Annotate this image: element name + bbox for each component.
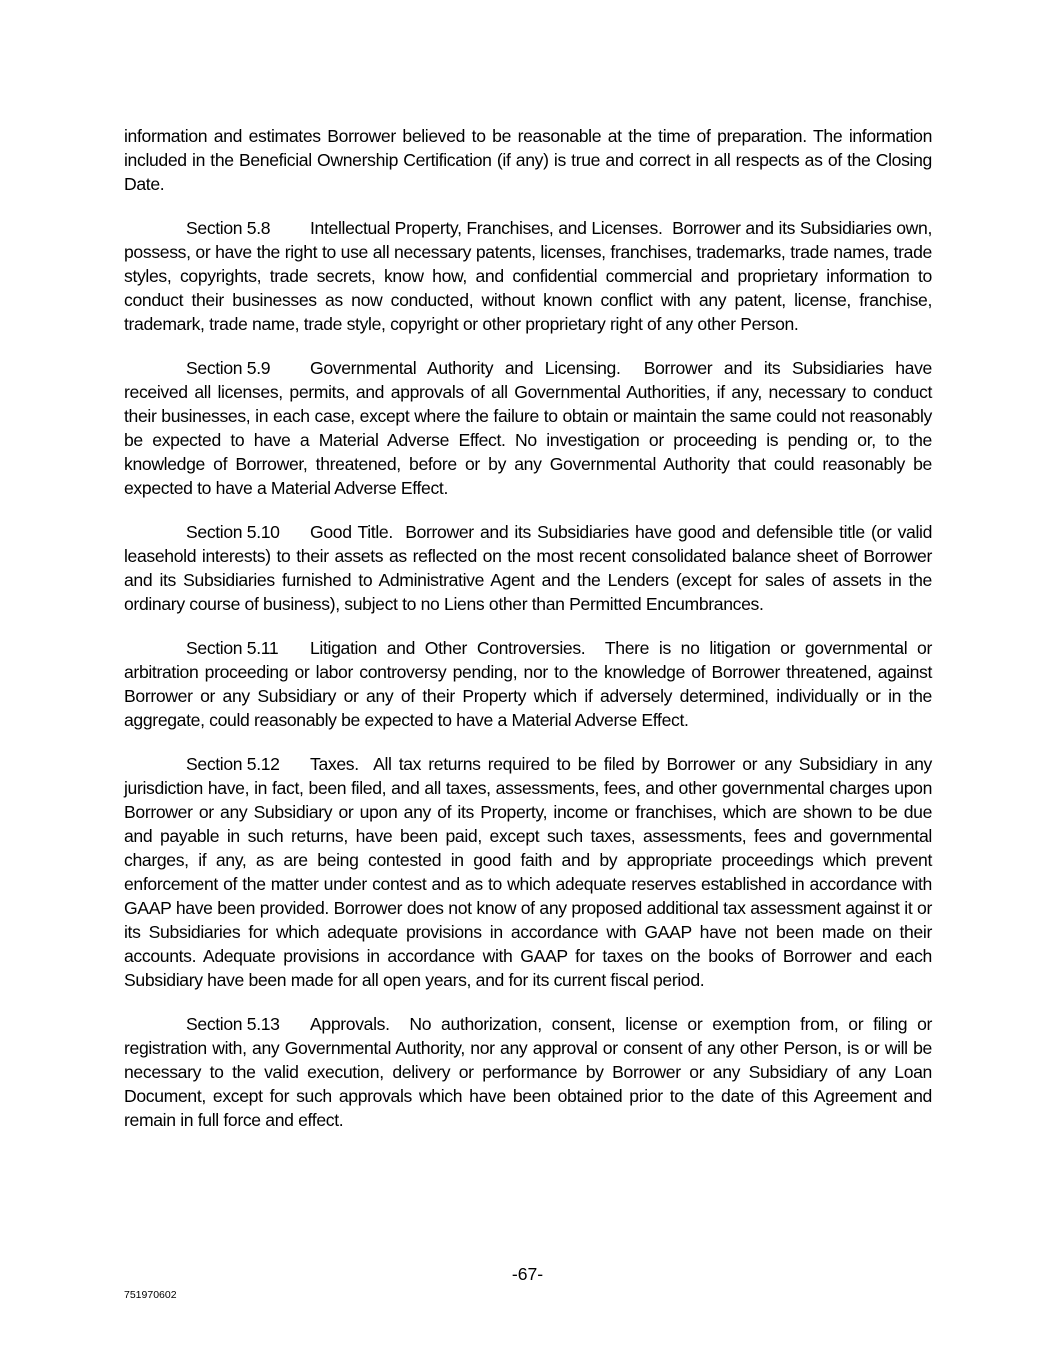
section-5-12 (124, 752, 932, 992)
section-5-9 (124, 356, 932, 500)
section-body: All tax returns required to be filed by Borrower or any Subsidiary in any jurisdiction have, in fact, been filed, and all taxes, assessments, fees, and other governmental charges upon Borrower or any Subsidiary or upon any of its Property, income or franchises, which are shown to be due and payable in such returns, have been paid, except such taxes, assessments, fees and governmental charges, if any, as are being contested in good faith and by appropriate proceedings which prevent enforcement of the matter under contest and as to which adequate reserves established in accordance with GAAP have been provided. Borrower does not know of any proposed additional tax assessment against it or its Subsidiaries for which adequate provisions in accordance with GAAP have not been made on their accounts. Adequate provisions in accordance with GAAP for taxes on the books of Borrower and each Subsidiary have been made for all open years, and for its current fiscal period. (124, 754, 933, 990)
section-5-11 (124, 636, 932, 732)
page-number: -67- (511, 1264, 544, 1284)
intro-paragraph: information and estimates Borrower believed to be reasonable at the time of preparation. The information included in the Beneficial Ownership Certification (if any) is true and correct in all respects as of the Closing Date. (124, 126, 932, 194)
section-5-10 (124, 520, 932, 616)
section-title: Approvals. (310, 1014, 390, 1034)
section-5-13 (124, 1012, 932, 1132)
section-title: Litigation and Other Controversies. (310, 638, 586, 658)
section-title: Intellectual Property, Franchises, and Licenses. (310, 218, 663, 238)
section-body: Borrower and its Subsidiaries have received all licenses, permits, and approvals of all Governmental Authorities, if any, necessary to conduct their businesses, in each case, except where the failure to obtain or maintain the same could not reasonably be expected to have a Material Adverse Effect. No investigation or proceeding is pending or, to the knowledge of Borrower, threatened, before or by any Governmental Authority that could reasonably be expected to have a Material Adverse Effect. (124, 358, 932, 498)
section-number: Section 5.10 (186, 522, 280, 542)
section-number: Section 5.8 (186, 218, 271, 238)
section-number: Section 5.13 (186, 1014, 280, 1034)
section-title: Taxes. (310, 754, 359, 774)
section-number: Section 5.9 (186, 358, 271, 378)
document-id: 751970602 (124, 1289, 177, 1301)
section-5-8 (124, 216, 932, 336)
section-body: Borrower and its Subsidiaries own, possess, or have the right to use all necessary patents, licenses, franchises, trademarks, trade names, trade styles, copyrights, trade secrets, know how, and confidential commercial and proprietary information to conduct their businesses as now conducted, without known conflict with any patent, license, franchise, trademark, trade name, trade style, copyright or other proprietary right of any other Person. (124, 218, 933, 334)
section-body: Borrower and its Subsidiaries have good and defensible title (or valid leasehold interests) to their assets as reflected on the most recent consolidated balance sheet of Borrower and its Subsidiaries furnished to Administrative Agent and the Lenders (except for sales of assets in the ordinary course of business), subject to no Liens other than Permitted Encumbrances. (124, 522, 933, 614)
section-title: Good Title. (310, 522, 393, 542)
section-number: Section 5.12 (186, 754, 280, 774)
section-title: Governmental Authority and Licensing. (310, 358, 621, 378)
document-page (124, 124, 932, 1152)
section-body: There is no litigation or governmental or arbitration proceeding or labor controversy pending, nor to the knowledge of Borrower threatened, against Borrower or any Subsidiary or any of their Property which if adversely determined, individually or in the aggregate, could reasonably be expected to have a Material Adverse Effect. (124, 638, 933, 730)
section-number: Section 5.11 (186, 638, 279, 658)
section-body: No authorization, consent, license or exemption from, or filing or registration with, any Governmental Authority, nor any approval or consent of any other Person, is or will be necessary to the valid execution, delivery or performance by Borrower or any Subsidiary of any Loan Document, except for such approvals which have been obtained prior to the date of this Agreement and remain in full force and effect. (124, 1014, 933, 1130)
